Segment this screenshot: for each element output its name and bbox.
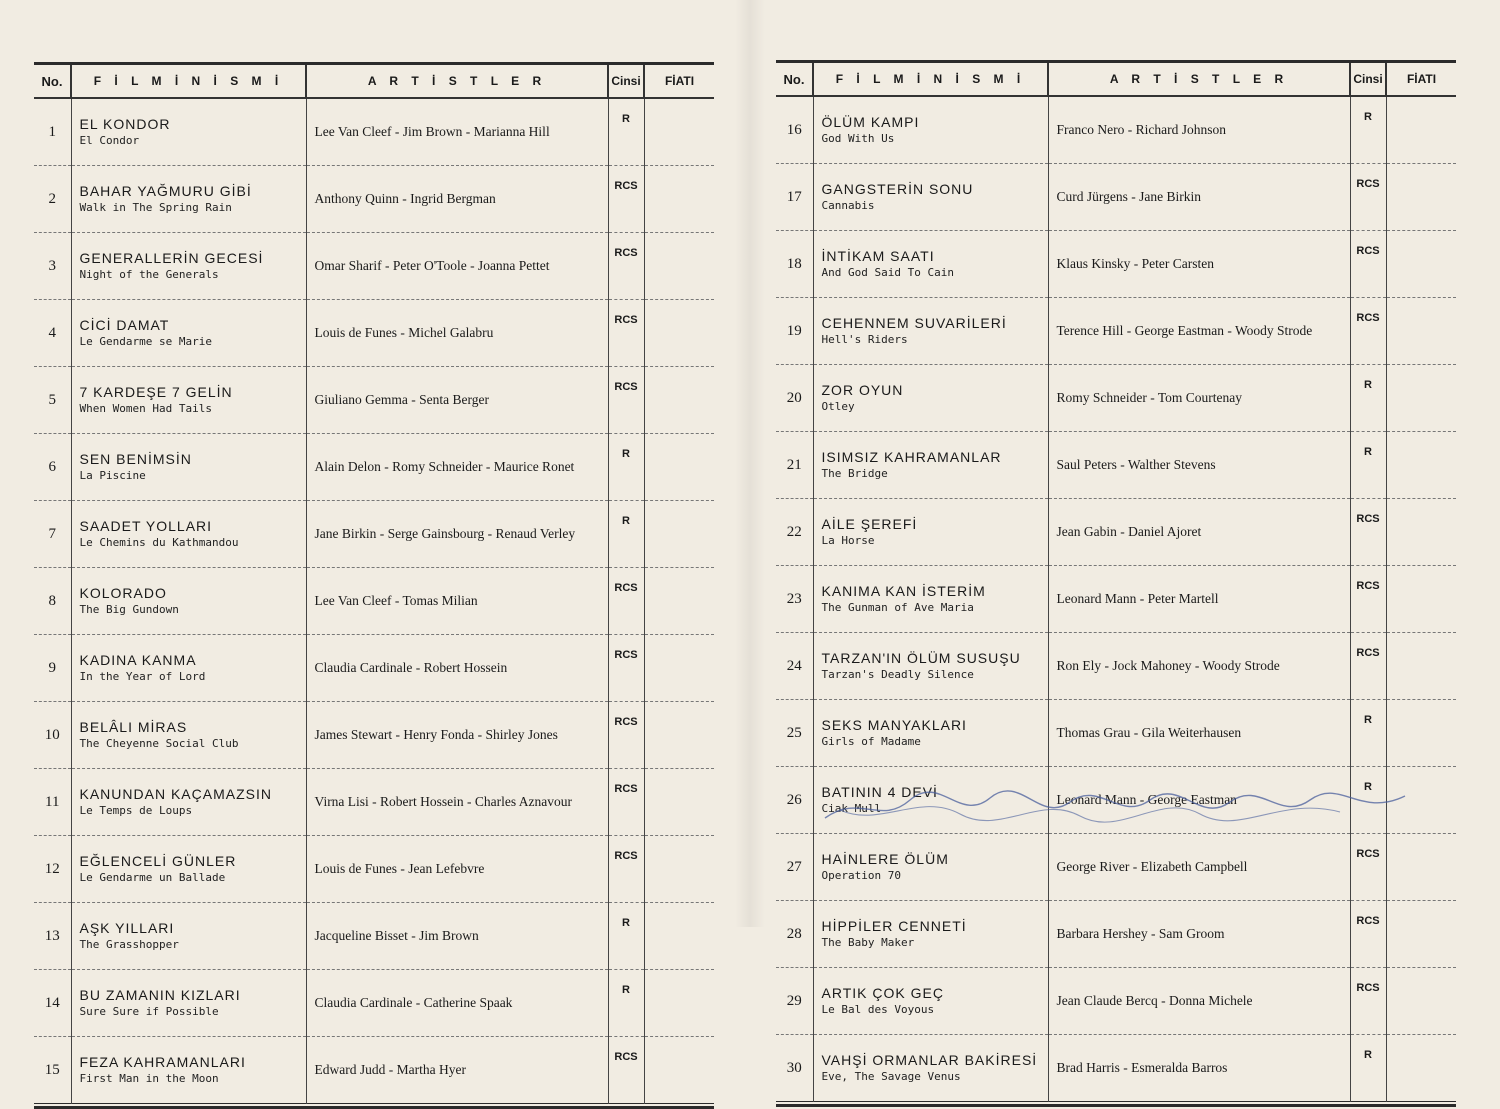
original-title: The Gunman of Ave Maria — [821, 601, 974, 614]
fiati-cell — [1386, 901, 1456, 968]
original-title: In the Year of Lord — [79, 670, 206, 683]
artists: Romy Schneider - Tom Courtenay — [1048, 365, 1350, 432]
cinsi-code: RCS — [608, 233, 644, 300]
film-title-cell — [71, 836, 306, 903]
turkish-title: GANGSTERİN SONU — [821, 181, 974, 197]
cinsi-code: RCS — [608, 635, 644, 702]
fiati-cell — [1386, 164, 1456, 231]
film-row — [776, 298, 1456, 365]
artists: Thomas Grau - Gila Weiterhausen — [1048, 700, 1350, 767]
turkish-title: SEN BENİMSİN — [79, 451, 192, 467]
film-title-cell — [813, 566, 1048, 633]
film-title-cell — [71, 300, 306, 367]
film-number: 6 — [34, 434, 71, 501]
film-number: 8 — [34, 568, 71, 635]
film-title-cell — [813, 164, 1048, 231]
cinsi-code: RCS — [608, 300, 644, 367]
cinsi-code: R — [608, 970, 644, 1037]
artists: Anthony Quinn - Ingrid Bergman — [306, 166, 608, 233]
film-number: 27 — [776, 834, 813, 901]
film-row — [776, 96, 1456, 164]
film-row — [776, 365, 1456, 432]
fiati-cell — [1386, 633, 1456, 700]
turkish-title: CİCİ DAMAT — [79, 317, 170, 333]
film-number: 16 — [776, 96, 813, 164]
artists: Lee Van Cleef - Jim Brown - Marianna Hill — [306, 98, 608, 166]
fiati-cell — [1386, 968, 1456, 1035]
fiati-cell — [644, 903, 714, 970]
turkish-title: CEHENNEM SUVARİLERİ — [821, 315, 1007, 331]
film-row — [776, 901, 1456, 968]
fiati-cell — [1386, 767, 1456, 834]
fiati-cell — [1386, 834, 1456, 901]
turkish-title: SEKS MANYAKLARI — [821, 717, 967, 733]
original-title: Sure Sure if Possible — [79, 1005, 219, 1018]
header-fiati: FİATI — [644, 65, 714, 98]
artists: Edward Judd - Martha Hyer — [306, 1037, 608, 1104]
artists: Claudia Cardinale - Robert Hossein — [306, 635, 608, 702]
turkish-title: ISIMSIZ KAHRAMANLAR — [821, 449, 1002, 465]
turkish-title: KANUNDAN KAÇAMAZSIN — [79, 786, 272, 802]
film-row — [776, 968, 1456, 1035]
cinsi-code: RCS — [1350, 633, 1386, 700]
film-number: 10 — [34, 702, 71, 769]
right-table-body — [776, 96, 1456, 1102]
film-row — [34, 1037, 714, 1104]
fiati-cell — [644, 434, 714, 501]
turkish-title: VAHŞİ ORMANLAR BAKİRESİ — [821, 1052, 1038, 1068]
fiati-cell — [644, 98, 714, 166]
left-page-film-list — [34, 62, 714, 1109]
film-number: 25 — [776, 700, 813, 767]
original-title: Ciak Mull — [821, 802, 882, 815]
film-row — [34, 970, 714, 1037]
original-title: The Bridge — [821, 467, 888, 480]
artists: Franco Nero - Richard Johnson — [1048, 96, 1350, 164]
original-title: Operation 70 — [821, 869, 901, 882]
film-number: 13 — [34, 903, 71, 970]
fiati-cell — [1386, 432, 1456, 499]
original-title: Le Gendarme se Marie — [79, 335, 212, 348]
film-title-cell — [71, 501, 306, 568]
cinsi-code: RCS — [608, 702, 644, 769]
fiati-cell — [1386, 499, 1456, 566]
original-title: Walk in The Spring Rain — [79, 201, 232, 214]
original-title: La Horse — [821, 534, 875, 547]
film-number: 14 — [34, 970, 71, 1037]
film-title-cell — [71, 1037, 306, 1104]
film-row — [34, 836, 714, 903]
film-title-cell — [71, 769, 306, 836]
original-title: Le Bal des Voyous — [821, 1003, 935, 1016]
film-title-cell — [813, 231, 1048, 298]
film-row — [34, 568, 714, 635]
turkish-title: BELÂLI MİRAS — [79, 719, 188, 735]
fiati-cell — [644, 233, 714, 300]
film-title-cell — [813, 1035, 1048, 1102]
film-row — [776, 231, 1456, 298]
fiati-cell — [1386, 700, 1456, 767]
turkish-title: HİPPİLER CENNETİ — [821, 918, 967, 934]
artists: Terence Hill - George Eastman - Woody Strode — [1048, 298, 1350, 365]
artists: Saul Peters - Walther Stevens — [1048, 432, 1350, 499]
cinsi-code: RCS — [1350, 901, 1386, 968]
film-number: 30 — [776, 1035, 813, 1102]
cinsi-code: RCS — [608, 769, 644, 836]
artists: Curd Jürgens - Jane Birkin — [1048, 164, 1350, 231]
film-title-cell — [71, 434, 306, 501]
film-number: 15 — [34, 1037, 71, 1104]
film-title-cell — [813, 633, 1048, 700]
turkish-title: BU ZAMANIN KIZLARI — [79, 987, 241, 1003]
film-number: 21 — [776, 432, 813, 499]
film-number: 28 — [776, 901, 813, 968]
cinsi-code: R — [1350, 96, 1386, 164]
original-title: The Big Gundown — [79, 603, 179, 616]
film-title-cell — [71, 568, 306, 635]
original-title: The Cheyenne Social Club — [79, 737, 239, 750]
film-row — [776, 164, 1456, 231]
artists: Virna Lisi - Robert Hossein - Charles Aznavour — [306, 769, 608, 836]
fiati-cell — [644, 166, 714, 233]
turkish-title: EĞLENCELİ GÜNLER — [79, 853, 237, 869]
cinsi-code: RCS — [1350, 499, 1386, 566]
film-number: 18 — [776, 231, 813, 298]
artists: Brad Harris - Esmeralda Barros — [1048, 1035, 1350, 1102]
film-title-cell — [71, 98, 306, 166]
left-table-body — [34, 98, 714, 1104]
cinsi-code: R — [1350, 365, 1386, 432]
original-title: Girls of Madame — [821, 735, 921, 748]
film-number: 12 — [34, 836, 71, 903]
cinsi-code: RCS — [608, 836, 644, 903]
turkish-title: KOLORADO — [79, 585, 167, 601]
artists: Louis de Funes - Jean Lefebvre — [306, 836, 608, 903]
original-title: First Man in the Moon — [79, 1072, 219, 1085]
film-title-cell — [813, 96, 1048, 164]
fiati-cell — [644, 769, 714, 836]
original-title: Eve, The Savage Venus — [821, 1070, 961, 1083]
cinsi-code: RCS — [1350, 834, 1386, 901]
turkish-title: AŞK YILLARI — [79, 920, 175, 936]
original-title: When Women Had Tails — [79, 402, 212, 415]
cinsi-code: RCS — [1350, 164, 1386, 231]
artists: Jean Claude Bercq - Donna Michele — [1048, 968, 1350, 1035]
artists: Lee Van Cleef - Tomas Milian — [306, 568, 608, 635]
film-number: 29 — [776, 968, 813, 1035]
fiati-cell — [644, 836, 714, 903]
film-number: 11 — [34, 769, 71, 836]
turkish-title: ARTIK ÇOK GEÇ — [821, 985, 944, 1001]
film-row — [34, 769, 714, 836]
header-no: No. — [776, 63, 813, 96]
film-row — [776, 1035, 1456, 1102]
film-title-cell — [813, 834, 1048, 901]
original-title: Hell's Riders — [821, 333, 908, 346]
film-number: 7 — [34, 501, 71, 568]
film-title-cell — [813, 298, 1048, 365]
cinsi-code: RCS — [608, 568, 644, 635]
film-row — [776, 700, 1456, 767]
turkish-title: ZOR OYUN — [821, 382, 904, 398]
film-row — [34, 501, 714, 568]
cinsi-code: RCS — [1350, 566, 1386, 633]
header-artists: A R T İ S T L E R — [1048, 63, 1350, 96]
turkish-title: SAADET YOLLARI — [79, 518, 213, 534]
film-number: 19 — [776, 298, 813, 365]
film-title-cell — [813, 767, 1048, 834]
turkish-title: İNTİKAM SAATI — [821, 248, 935, 264]
fiati-cell — [1386, 365, 1456, 432]
film-title-cell — [71, 166, 306, 233]
film-number: 23 — [776, 566, 813, 633]
original-title: Le Gendarme un Ballade — [79, 871, 226, 884]
film-row — [34, 903, 714, 970]
film-title-cell — [71, 970, 306, 1037]
film-row — [776, 834, 1456, 901]
artists: George River - Elizabeth Campbell — [1048, 834, 1350, 901]
fiati-cell — [1386, 566, 1456, 633]
header-no: No. — [34, 65, 71, 98]
original-title: God With Us — [821, 132, 895, 145]
turkish-title: AİLE ŞEREFİ — [821, 516, 918, 532]
cinsi-code: RCS — [608, 367, 644, 434]
film-row — [34, 98, 714, 166]
film-row — [34, 233, 714, 300]
page-fold — [735, 0, 765, 927]
film-title-cell — [71, 702, 306, 769]
header-film-name: F İ L M İ N İ S M İ — [71, 65, 306, 98]
film-row — [776, 566, 1456, 633]
artists: Jacqueline Bisset - Jim Brown — [306, 903, 608, 970]
fiati-cell — [644, 702, 714, 769]
fiati-cell — [1386, 231, 1456, 298]
cinsi-code: R — [608, 501, 644, 568]
cinsi-code: R — [1350, 700, 1386, 767]
right-page-film-list — [776, 60, 1456, 1107]
header-fiati: FİATI — [1386, 63, 1456, 96]
turkish-title: KADINA KANMA — [79, 652, 197, 668]
film-title-cell — [813, 901, 1048, 968]
film-table-right — [776, 63, 1456, 1102]
original-title: La Piscine — [79, 469, 146, 482]
artists: Leonard Mann - George Eastman — [1048, 767, 1350, 834]
film-number: 26 — [776, 767, 813, 834]
film-number: 17 — [776, 164, 813, 231]
artists: Louis de Funes - Michel Galabru — [306, 300, 608, 367]
turkish-title: KANIMA KAN İSTERİM — [821, 583, 986, 599]
film-row — [34, 434, 714, 501]
header-cinsi: Cinsi — [608, 65, 644, 98]
film-row — [776, 767, 1456, 834]
film-row — [34, 635, 714, 702]
cinsi-code: RCS — [1350, 298, 1386, 365]
cinsi-code: RCS — [608, 1037, 644, 1104]
fiati-cell — [644, 367, 714, 434]
film-title-cell — [813, 968, 1048, 1035]
fiati-cell — [1386, 96, 1456, 164]
film-row — [34, 702, 714, 769]
original-title: El Condor — [79, 134, 140, 147]
film-title-cell — [813, 499, 1048, 566]
artists: Jean Gabin - Daniel Ajoret — [1048, 499, 1350, 566]
film-title-cell — [71, 367, 306, 434]
cinsi-code: R — [1350, 432, 1386, 499]
original-title: Le Temps de Loups — [79, 804, 193, 817]
original-title: The Grasshopper — [79, 938, 179, 951]
fiati-cell — [644, 501, 714, 568]
header-film-name: F İ L M İ N İ S M İ — [813, 63, 1048, 96]
film-title-cell — [813, 432, 1048, 499]
film-row — [34, 166, 714, 233]
film-row — [34, 367, 714, 434]
film-number: 2 — [34, 166, 71, 233]
film-row — [776, 633, 1456, 700]
film-title-cell — [71, 233, 306, 300]
artists: Omar Sharif - Peter O'Toole - Joanna Pettet — [306, 233, 608, 300]
film-number: 5 — [34, 367, 71, 434]
film-row — [776, 432, 1456, 499]
film-table-left — [34, 65, 714, 1104]
turkish-title: EL KONDOR — [79, 116, 171, 132]
film-title-cell — [71, 635, 306, 702]
film-number: 3 — [34, 233, 71, 300]
turkish-title: BAHAR YAĞMURU GİBİ — [79, 183, 252, 199]
original-title: The Baby Maker — [821, 936, 915, 949]
original-title: Cannabis — [821, 199, 875, 212]
fiati-cell — [1386, 1035, 1456, 1102]
film-row — [34, 300, 714, 367]
turkish-title: GENERALLERİN GECESİ — [79, 250, 264, 266]
artists: James Stewart - Henry Fonda - Shirley Jones — [306, 702, 608, 769]
artists: Claudia Cardinale - Catherine Spaak — [306, 970, 608, 1037]
cinsi-code: R — [608, 903, 644, 970]
film-title-cell — [813, 700, 1048, 767]
cinsi-code: R — [608, 434, 644, 501]
artists: Barbara Hershey - Sam Groom — [1048, 901, 1350, 968]
original-title: And God Said To Cain — [821, 266, 954, 279]
film-title-cell — [71, 903, 306, 970]
film-title-cell — [813, 365, 1048, 432]
fiati-cell — [644, 1037, 714, 1104]
cinsi-code: RCS — [1350, 231, 1386, 298]
artists: Ron Ely - Jock Mahoney - Woody Strode — [1048, 633, 1350, 700]
turkish-title: HAİNLERE ÖLÜM — [821, 851, 949, 867]
film-number: 24 — [776, 633, 813, 700]
cinsi-code: RCS — [1350, 968, 1386, 1035]
film-number: 20 — [776, 365, 813, 432]
original-title: Le Chemins du Kathmandou — [79, 536, 239, 549]
cinsi-code: R — [1350, 1035, 1386, 1102]
artists: Alain Delon - Romy Schneider - Maurice Ronet — [306, 434, 608, 501]
cinsi-code: R — [608, 98, 644, 166]
fiati-cell — [644, 970, 714, 1037]
film-number: 9 — [34, 635, 71, 702]
fiati-cell — [1386, 298, 1456, 365]
header-artists: A R T İ S T L E R — [306, 65, 608, 98]
turkish-title: TARZAN'IN ÖLÜM SUSUŞU — [821, 650, 1021, 666]
film-number: 4 — [34, 300, 71, 367]
turkish-title: ÖLÜM KAMPI — [821, 114, 920, 130]
artists: Klaus Kinsky - Peter Carsten — [1048, 231, 1350, 298]
film-number: 1 — [34, 98, 71, 166]
cinsi-code: R — [1350, 767, 1386, 834]
header-cinsi: Cinsi — [1350, 63, 1386, 96]
artists: Leonard Mann - Peter Martell — [1048, 566, 1350, 633]
fiati-cell — [644, 300, 714, 367]
original-title: Night of the Generals — [79, 268, 219, 281]
turkish-title: FEZA KAHRAMANLARI — [79, 1054, 246, 1070]
turkish-title: BATININ 4 DEVİ — [821, 784, 938, 800]
fiati-cell — [644, 635, 714, 702]
artists: Jane Birkin - Serge Gainsbourg - Renaud Verley — [306, 501, 608, 568]
cinsi-code: RCS — [608, 166, 644, 233]
film-row — [776, 499, 1456, 566]
artists: Giuliano Gemma - Senta Berger — [306, 367, 608, 434]
turkish-title: 7 KARDEŞE 7 GELİN — [79, 384, 233, 400]
film-number: 22 — [776, 499, 813, 566]
fiati-cell — [644, 568, 714, 635]
original-title: Otley — [821, 400, 855, 413]
original-title: Tarzan's Deadly Silence — [821, 668, 974, 681]
